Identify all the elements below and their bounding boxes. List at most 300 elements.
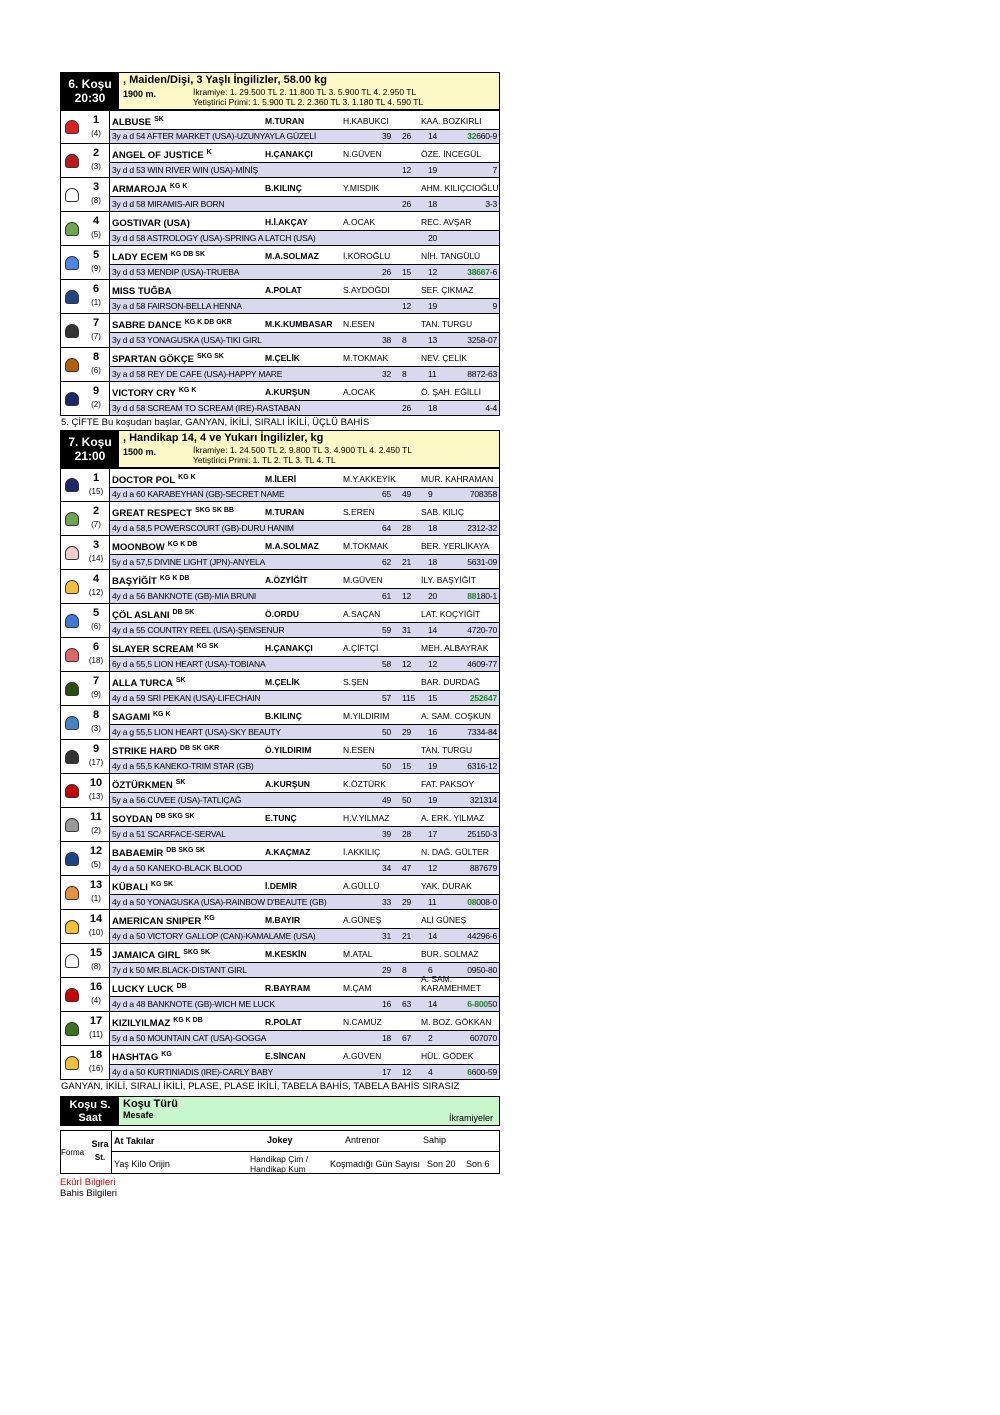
jockey-silk-icon	[61, 382, 83, 415]
horse-row	[60, 144, 500, 178]
owner-name: N. DAĞ. GÜLTER	[421, 847, 489, 858]
last20-value: 15	[428, 693, 438, 704]
hcp-value: 57	[382, 693, 392, 704]
gate-number: (4)	[91, 129, 101, 138]
owner-name: FAT. PAKSOY	[421, 779, 475, 790]
legend-trainer: Antrenor	[345, 1135, 380, 1145]
gate-number: (8)	[91, 962, 101, 971]
horse-tags: DB SK	[172, 609, 195, 617]
horse-name: AMERICAN SNIPER	[112, 916, 202, 928]
form-value	[467, 727, 497, 737]
jockey-silk-icon	[61, 1046, 83, 1079]
horse-number: 15	[89, 947, 103, 959]
jockey-silk-icon	[61, 740, 83, 773]
horse-origin: 5y d a 51 SCARFACE-SERVAL	[112, 829, 226, 840]
race-6-number: 6. Koşu 20:30	[61, 73, 119, 109]
horse-row	[60, 468, 500, 502]
jockey-name: M.A.SOLMAZ	[265, 251, 319, 262]
horse-name: MOONBOW	[112, 542, 165, 554]
gate-number: (6)	[91, 622, 101, 631]
jockey-silk-icon	[61, 876, 83, 909]
days-value: 21	[402, 931, 412, 942]
hcp-value: 50	[382, 727, 392, 738]
owner-name: BUR. SOLMAZ	[421, 949, 479, 960]
horse-name: ÇÖL ASLANI	[112, 610, 170, 622]
days-value: 12	[402, 1067, 412, 1078]
last20-value: 18	[428, 199, 438, 210]
jockey-silk-icon	[61, 280, 83, 313]
jockey-name: A.KAÇMAZ	[265, 847, 311, 858]
owner-name: BAR. DURDAĞ	[421, 677, 481, 688]
jockey-name: Ö.ORDU	[265, 609, 299, 620]
form-value	[467, 761, 497, 771]
jockey-silk-icon	[61, 604, 83, 637]
trainer-name: M.TOKMAK	[343, 541, 389, 552]
jockey-name: M.İLERİ	[265, 473, 297, 484]
gate-number: (15)	[88, 487, 104, 496]
legend-jockey: Jokey	[267, 1135, 293, 1145]
jockey-name: M.TURAN	[265, 507, 305, 518]
jockey-silk-icon	[61, 178, 83, 211]
hcp-value: 17	[382, 1067, 392, 1078]
owner-name: YAK. DURAK	[421, 881, 472, 892]
form-value	[467, 591, 497, 601]
owner-name: KAA. BOZKIRLI	[421, 115, 482, 126]
horse-origin: 4y d a 55 COUNTRY REEL (USA)-ŞEMSENUR	[112, 625, 285, 636]
last20-value: 18	[428, 523, 438, 534]
horse-row	[60, 944, 500, 978]
horse-name: GREAT RESPECT	[112, 508, 193, 520]
jockey-silk-icon	[61, 638, 83, 671]
horse-origin: 4y d a 58,5 POWERSCOURT (GB)-DURU HANIM	[112, 523, 294, 534]
owner-name: REC. AVŞAR	[421, 217, 472, 228]
hcp-value: 34	[382, 863, 392, 874]
race-7-header	[60, 430, 500, 468]
trainer-name: A.ÇİFTÇİ	[343, 643, 379, 654]
horse-origin: 4y d a 55,5 KANEKO-TRIM STAR (GB)	[112, 761, 254, 772]
horse-row	[60, 502, 500, 536]
last20-value: 16	[428, 727, 438, 738]
form-value	[467, 965, 497, 975]
owner-name: TAN. TURGU	[421, 745, 473, 756]
form-highlight: 252647	[469, 693, 497, 704]
owner-name: ALİ GÜNEŞ	[421, 915, 467, 926]
jockey-name: M.ÇELİK	[265, 353, 300, 364]
last20-value: 4	[428, 1067, 433, 1078]
jockey-silk-icon	[61, 774, 83, 807]
form-value	[470, 489, 497, 499]
horse-origin: 4y d a 50 KANEKO-BLACK BLOOD	[112, 863, 242, 874]
last20-value: 9	[428, 489, 433, 500]
trainer-name: M.Y.AKKEYİK	[343, 473, 396, 484]
form-rest: 4-4	[485, 403, 497, 414]
owner-name: A. SAM. COŞKUN	[421, 711, 491, 722]
jockey-name: H.ÇANAKÇI	[265, 149, 313, 160]
legend-hcp: Handikap Çim / Handikap Kum	[250, 1154, 309, 1174]
race-7-prize: İkramiye: 1. 24.500 TL 2. 9.800 TL 3. 4.900 TL 4. 2.450 TL Yetiştirici Primi: 1. TL 2. TL 3. TL 4. TL	[193, 445, 413, 465]
days-value: 15	[402, 761, 412, 772]
legend-sira: Sıra	[91, 1139, 109, 1149]
owner-name: İLY. BAŞYİĞİT	[421, 575, 476, 586]
hcp-value: 18	[382, 1033, 392, 1044]
horse-name: LADY ECEM	[112, 252, 168, 264]
horse-origin: 4y d a 56 BANKNOTE (GB)-MIA BRUNI	[112, 591, 257, 602]
trainer-name: İ.KÖROĞLU	[343, 251, 391, 262]
horse-name: ALLA TURCA	[112, 678, 173, 690]
form-value	[467, 1067, 497, 1077]
horse-origin: 3y a d 58 FAIRSON-BELLA HENNA	[112, 301, 242, 312]
jockey-silk-icon	[61, 246, 83, 279]
form-highlight: 6-800	[467, 999, 488, 1010]
jockey-silk-icon	[61, 944, 83, 977]
horse-origin: 4y d a 59 SRI PEKAN (USA)-LIFECHAIN	[112, 693, 261, 704]
days-value: 49	[402, 489, 412, 500]
hcp-value: 26	[382, 267, 392, 278]
horse-tags: SK	[175, 779, 186, 787]
race-6-prize: İkramiye: 1. 29.500 TL 2. 11.800 TL 3. 5.900 TL 4. 2.950 TL Yetiştirici Primi: 1. 5.900 TL 2. 2.360 TL 3. 1.180 TL 4. 590 TL	[193, 87, 424, 107]
hcp-value: 50	[382, 761, 392, 772]
gate-number: (5)	[91, 230, 101, 239]
horse-row	[60, 638, 500, 672]
form-highlight: 88	[467, 591, 477, 602]
jockey-name: M.A.SOLMAZ	[265, 541, 319, 552]
form-rest: 607070	[469, 1033, 497, 1044]
owner-name: BER. YERLİKAYA	[421, 541, 490, 552]
horse-number: 1	[92, 472, 100, 484]
horse-origin: 5y d a 57,5 DIVINE LIGHT (JPN)-ANYELA	[112, 557, 266, 568]
horse-tags: SKG SK	[196, 353, 224, 361]
gate-number: (7)	[91, 332, 101, 341]
jockey-silk-icon	[61, 706, 83, 739]
gate-number: (12)	[88, 588, 104, 597]
horse-number: 8	[92, 709, 100, 721]
days-value: 15	[402, 267, 412, 278]
horse-origin: 6y d a 55,5 LION HEART (USA)-TOBIANA	[112, 659, 266, 670]
race-7-bet-info: GANYAN, İKİLİ, SIRALI İKİLİ, PLASE, PLASE İKİLİ, TABELA BAHİS, TABELA BAHİS SIRASIZ	[61, 1081, 460, 1092]
hcp-value: 59	[382, 625, 392, 636]
jockey-name: B.KILINÇ	[265, 183, 302, 194]
form-value	[492, 301, 497, 311]
form-highlight: 38667	[467, 267, 490, 278]
horse-name: SAGAMI	[112, 712, 150, 724]
last20-value: 20	[428, 233, 438, 244]
horse-tags: KG K DB	[167, 541, 198, 549]
jockey-silk-icon	[61, 808, 83, 841]
days-value: 29	[402, 897, 412, 908]
horse-row	[60, 246, 500, 280]
horse-tags: DB SKG SK	[155, 813, 195, 821]
gate-number: (14)	[88, 554, 104, 563]
horse-name: KIZILYILMAZ	[112, 1018, 171, 1030]
race-6-bet-info: 5. ÇİFTE Bu koşudan başlar, GANYAN, İKİLİ, SIRALI İKİLİ, ÜÇLÜ BAHİS	[61, 417, 370, 428]
gate-number: (5)	[91, 860, 101, 869]
hcp-value: 65	[382, 489, 392, 500]
hcp-value: 39	[382, 829, 392, 840]
gate-number: (2)	[91, 400, 101, 409]
horse-row	[60, 706, 500, 740]
horse-tags: KG K	[178, 387, 197, 395]
horse-tags: KG K	[169, 183, 188, 191]
owner-name: Ö. ŞAH. EĞİLLİ	[421, 387, 481, 398]
jockey-silk-icon	[61, 469, 83, 501]
trainer-name: N.ESEN	[343, 745, 375, 756]
trainer-name: A.SAÇAN	[343, 609, 381, 620]
jockey-silk-icon	[61, 842, 83, 875]
legend-last6: Son 6	[466, 1159, 490, 1169]
form-rest: 600-59	[471, 1067, 497, 1078]
horse-row	[60, 382, 500, 416]
horse-name: STRIKE HARD	[112, 746, 177, 758]
horse-name: BABAEMİR	[112, 848, 164, 860]
race-7-distance: 1500 m.	[123, 447, 157, 457]
form-value	[467, 523, 497, 533]
trainer-name: H.KABUKCI	[343, 115, 389, 126]
horse-name: ARMAROJA	[112, 184, 167, 196]
horse-origin: 7y d k 50 MR.BLACK-DISTANT GIRL	[112, 965, 247, 976]
horse-row	[60, 1046, 500, 1080]
form-value	[470, 795, 497, 805]
last20-value: 14	[428, 931, 438, 942]
horse-tags: SKG SK BB	[195, 507, 234, 515]
horse-name: SABRE DANCE	[112, 320, 182, 332]
jockey-silk-icon	[61, 570, 83, 603]
trainer-name: İ.AKKILIÇ	[343, 847, 381, 858]
gate-number: (3)	[91, 162, 101, 171]
last20-value: 19	[428, 795, 438, 806]
last20-value: 12	[428, 267, 438, 278]
form-rest: 008-0	[476, 897, 497, 908]
hcp-value: 64	[382, 523, 392, 534]
form-rest: 4720-70	[467, 625, 497, 636]
last20-value: 12	[428, 863, 438, 874]
horse-name: ANGEL OF JUSTICE	[112, 150, 204, 162]
form-highlight: 32	[467, 131, 477, 142]
form-rest: 4609-77	[467, 659, 497, 670]
owner-name: SEF. ÇIKMAZ	[421, 285, 474, 296]
legend-horse: At Takılar	[114, 1136, 155, 1146]
gate-number: (2)	[91, 826, 101, 835]
jockey-name: M.K.KUMBASAR	[265, 319, 333, 330]
jockey-name: Ö.YILDIRIM	[265, 745, 312, 756]
horse-number: 6	[92, 641, 100, 653]
form-value	[467, 335, 497, 345]
jockey-name: M.TURAN	[265, 115, 305, 126]
horse-number: 2	[92, 505, 100, 517]
horse-tags: KG SK	[196, 643, 219, 651]
horse-row	[60, 604, 500, 638]
horse-number: 5	[92, 607, 100, 619]
days-value: 31	[402, 625, 412, 636]
horse-tags: KG	[161, 1051, 172, 1059]
days-value: 26	[402, 403, 412, 414]
form-rest: 5631-09	[467, 557, 497, 568]
horse-name: DOCTOR POL	[112, 474, 176, 486]
last20-value: 14	[428, 625, 438, 636]
days-value: 12	[402, 591, 412, 602]
jockey-silk-icon	[61, 144, 83, 177]
trainer-name: S.AYDOĞDI	[343, 285, 390, 296]
gate-number: (13)	[88, 792, 104, 801]
horse-tags: SK	[154, 115, 164, 123]
ekuri-note: Ekürİ Bilgileri	[60, 1177, 116, 1188]
trainer-name: N.CAMUZ	[343, 1017, 382, 1028]
form-rest: 50	[487, 999, 497, 1010]
horse-row	[60, 974, 500, 1012]
jockey-name: E.TUNÇ	[265, 813, 297, 824]
last20-value: 18	[428, 557, 438, 568]
jockey-name: H.ÇANAKÇI	[265, 643, 313, 654]
form-rest: 7	[492, 165, 497, 176]
gate-number: (7)	[91, 520, 101, 529]
form-rest: 3-3	[485, 199, 497, 210]
horse-row	[60, 842, 500, 876]
horse-tags: SKG SK	[183, 949, 211, 957]
hcp-value: 61	[382, 591, 392, 602]
horse-name: VICTORY CRY	[112, 388, 176, 400]
hcp-value: 58	[382, 659, 392, 670]
form-value	[467, 625, 497, 635]
gate-number: (10)	[88, 928, 104, 937]
horse-row	[60, 910, 500, 944]
horse-origin: 4y d a 50 KURTINIADIS (IRE)-CARLY BABY	[112, 1067, 274, 1078]
horse-number: 11	[90, 811, 102, 823]
gate-number: (1)	[91, 298, 101, 307]
trainer-name: H.V.YILMAZ	[343, 813, 390, 824]
gate-number: (1)	[91, 894, 101, 903]
horse-number: 8	[92, 351, 100, 363]
horse-origin: 4y d a 48 BANKNOTE (GB)-WICH ME LUCK	[112, 999, 275, 1010]
form-value	[485, 403, 497, 413]
horse-number: 9	[92, 385, 100, 397]
program-sheet	[60, 72, 500, 1199]
jockey-silk-icon	[61, 536, 83, 569]
horse-origin: 3y d d 53 WIN RIVER WIN (USA)-MİNİŞ	[112, 165, 259, 176]
horse-origin: 3y a d 54 AFTER MARKET (USA)-UZUNYAYLA GÜZELİ	[112, 131, 317, 142]
horse-origin: 5y a a 56 CUVEE (USA)-TATLIÇAĞ	[112, 795, 242, 806]
days-value: 8	[402, 369, 407, 380]
horse-tags: KG K DB	[173, 1017, 203, 1025]
legend-last20: Son 20	[427, 1159, 456, 1169]
legend-owner: Sahip	[423, 1135, 447, 1145]
hcp-value: 39	[382, 131, 392, 142]
horse-row	[60, 672, 500, 706]
trainer-name: M.GÜVEN	[343, 575, 383, 586]
form-value	[485, 199, 497, 209]
owner-name: TAN. TURGU	[421, 319, 473, 330]
owner-name: HÜL. GÖDEK	[421, 1051, 474, 1062]
form-rest: 887679	[469, 863, 497, 874]
last20-value: 18	[428, 403, 438, 414]
horse-origin: 3y d d 58 ASTROLOGY (USA)-SPRING A LATCH (USA)	[112, 233, 316, 244]
race-6-title: , Maiden/Dişi, 3 Yaşlı İngilizler, 58.00 kg	[123, 74, 327, 86]
jockey-silk-icon	[61, 348, 83, 381]
last20-value: 19	[428, 165, 438, 176]
horse-name: LUCKY LUCK	[112, 984, 174, 996]
days-value: 67	[402, 1033, 412, 1044]
form-rest: 7334-84	[467, 727, 497, 738]
horse-row	[60, 570, 500, 604]
trainer-name: M.YILDIRIM	[343, 711, 390, 722]
last20-value: 14	[428, 999, 438, 1010]
form-rest: 321314	[469, 795, 497, 806]
race-6-header	[60, 72, 500, 110]
race-6-horse-list	[60, 110, 500, 416]
horse-name: JAMAICA GIRL	[112, 950, 181, 962]
gate-number: (3)	[91, 724, 101, 733]
jockey-silk-icon	[61, 1012, 83, 1045]
jockey-silk-icon	[61, 502, 83, 535]
owner-name: NİH. TANGÜLÜ	[421, 251, 481, 262]
jockey-name: M.KESKİN	[265, 949, 307, 960]
horse-origin: 3y a d 58 REY DE CAFE (USA)-HAPPY MARE	[112, 369, 283, 380]
horse-row	[60, 110, 500, 144]
trainer-name: A.GÜNEŞ	[343, 915, 382, 926]
last20-value: 6	[428, 965, 433, 976]
trainer-name: A.OCAK	[343, 387, 376, 398]
form-rest: 44296-6	[467, 931, 497, 942]
days-value: 26	[402, 131, 412, 142]
last20-value: 12	[428, 659, 438, 670]
days-value: 8	[402, 335, 407, 346]
form-rest: 6316-12	[467, 761, 497, 772]
horse-origin: 4y d a 50 VICTORY GALLOP (CAN)-KAMALAME (USA)	[112, 931, 316, 942]
horse-name: SLAYER SCREAM	[112, 644, 194, 656]
jockey-silk-icon	[61, 672, 83, 705]
form-value	[467, 897, 497, 907]
owner-name: M. BOZ. GÖKKAN	[421, 1017, 492, 1028]
form-rest: 708358	[469, 489, 497, 500]
days-value: 115	[402, 693, 415, 704]
horse-origin: 5y d a 50 MOUNTAIN CAT (USA)-GOGGA	[112, 1033, 267, 1044]
hcp-value: 16	[382, 999, 392, 1010]
owner-name: MUR. KAHRAMAN	[421, 473, 494, 484]
horse-number: 4	[92, 573, 100, 585]
race-7-number: 7. Koşu 21:00	[61, 431, 119, 467]
horse-number: 16	[89, 981, 103, 993]
jockey-name: B.KILINÇ	[265, 711, 302, 722]
legend-origin: Yaş Kilo Orijin	[114, 1159, 170, 1169]
days-value: 8	[402, 965, 407, 976]
jockey-name: E.SİNCAN	[265, 1051, 306, 1062]
last20-value: 11	[428, 369, 437, 380]
last20-value: 19	[428, 761, 438, 772]
owner-name: A. ERK. YILMAZ	[421, 813, 485, 824]
horse-name: GOSTIVAR (USA)	[112, 218, 190, 230]
horse-row	[60, 1012, 500, 1046]
horse-number: 7	[92, 317, 100, 329]
horse-origin: 3y d d 58 MIRAMIS-AIR BORN	[112, 199, 225, 210]
bahis-note: Bahis Bilgileri	[60, 1188, 118, 1199]
days-value: 28	[402, 523, 412, 534]
jockey-name: M.ÇELİK	[265, 677, 300, 688]
trainer-name: M.ATAL	[343, 949, 373, 960]
jockey-name: İ.DEMİR	[265, 881, 298, 892]
days-value: 21	[402, 557, 412, 568]
hcp-value: 62	[382, 557, 392, 568]
days-value: 12	[402, 165, 412, 176]
legend-columns	[60, 1130, 500, 1174]
hcp-value: 31	[382, 931, 392, 942]
form-value	[470, 863, 497, 873]
trainer-name: S.ŞEN	[343, 677, 369, 688]
horse-number: 17	[89, 1015, 103, 1027]
form-value	[467, 999, 497, 1009]
owner-name: NEV. ÇELİK	[421, 353, 467, 364]
horse-tags: KG DB SK	[170, 251, 206, 259]
days-value: 12	[402, 301, 412, 312]
jockey-silk-icon	[61, 910, 83, 943]
horse-number: 7	[92, 675, 100, 687]
